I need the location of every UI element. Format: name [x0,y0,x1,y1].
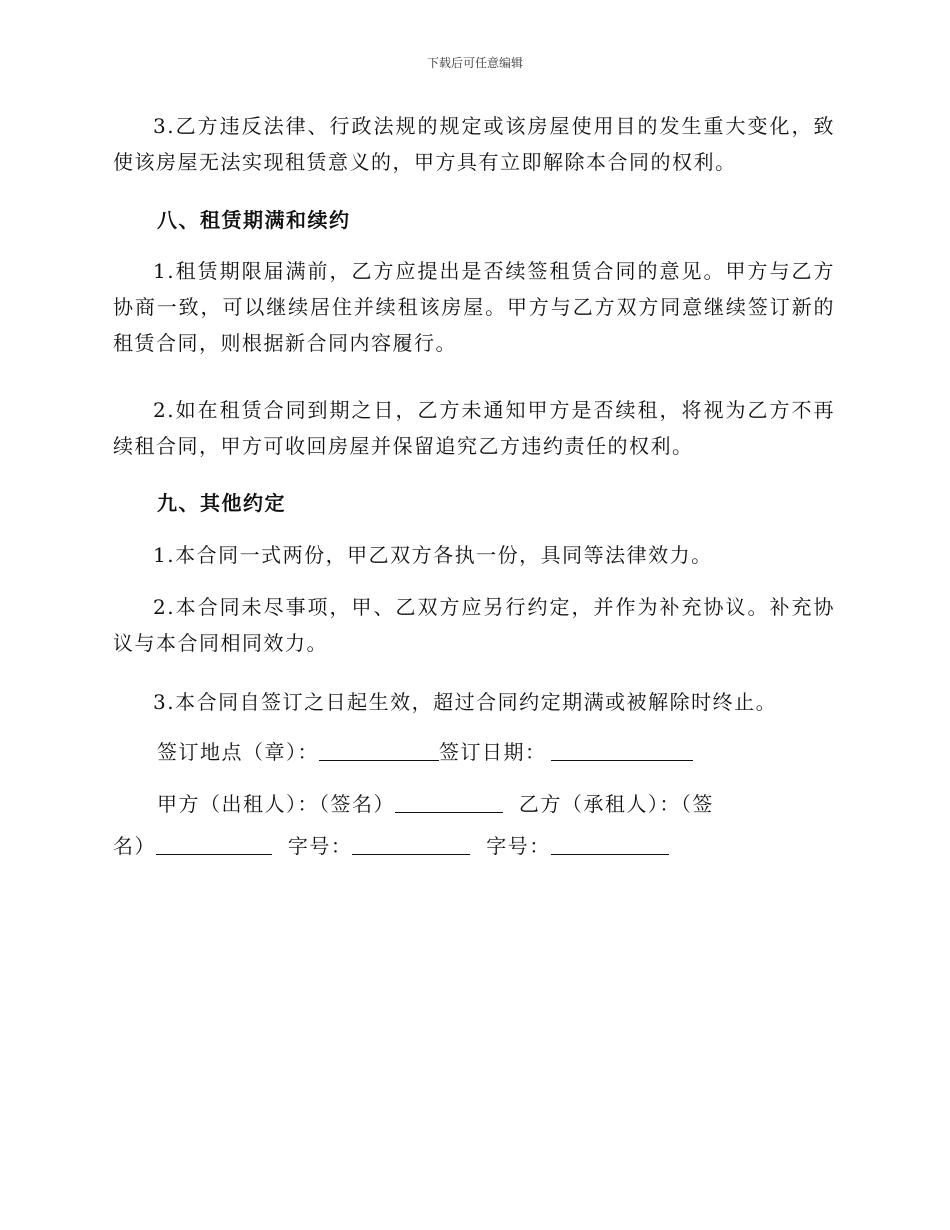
id-blank-1 [352,834,470,855]
clause-9-2: 2.本合同未尽事项，甲、乙双方应另行约定，并作为补充协议。补充协议与本合同相同效力。 [113,595,835,655]
section-heading-8: 八、租赁期满和续约 [157,208,351,232]
party-b-sign-blank [156,834,272,855]
signing-place-date-row [157,737,693,767]
party-a-label: 甲方（出租人）：（签名） [157,792,395,816]
party-b-label-cont: 名） [113,834,156,858]
id-label-1: 字号： [287,834,353,858]
signing-date-label: 签订日期： [439,740,547,764]
id-label-2: 字号： [486,834,551,858]
party-signature-row [157,789,714,819]
section-heading-9: 九、其他约定 [157,491,286,515]
id-blank-2 [551,834,669,855]
clause-9-3: 3.本合同自签订之日起生效，超过合同约定期满或被解除时终止。 [153,690,778,714]
clause-8-1: 1.租赁期限届满前，乙方应提出是否续签租赁合同的意见。甲方与乙方协商一致，可以继续居住并续租该房屋。甲方与乙方双方同意继续签订新的租赁合同，则根据新合同内容履行。 [113,259,835,355]
header-note: 下载后可任意编辑 [426,56,523,70]
party-signature-row-cont [113,831,669,861]
party-b-label: 乙方（承租人）：（签 [518,792,714,816]
signing-place-label: 签订地点（章）： [157,740,319,764]
clause-9-1: 1.本合同一式两份，甲乙双方各执一份，具同等法律效力。 [153,543,713,567]
signing-date-blank [551,740,693,761]
clause-8-2: 2.如在租赁合同到期之日，乙方未通知甲方是否续租，将视为乙方不再续租合同，甲方可收回房屋并保留追究乙方违约责任的权利。 [113,398,835,458]
signing-place-blank [319,740,439,761]
party-a-sign-blank [395,792,503,813]
clause-7-3: 3.乙方违反法律、行政法规的规定或该房屋使用目的发生重大变化，致使该房屋无法实现租赁意义的，甲方具有立即解除本合同的权利。 [113,114,835,174]
